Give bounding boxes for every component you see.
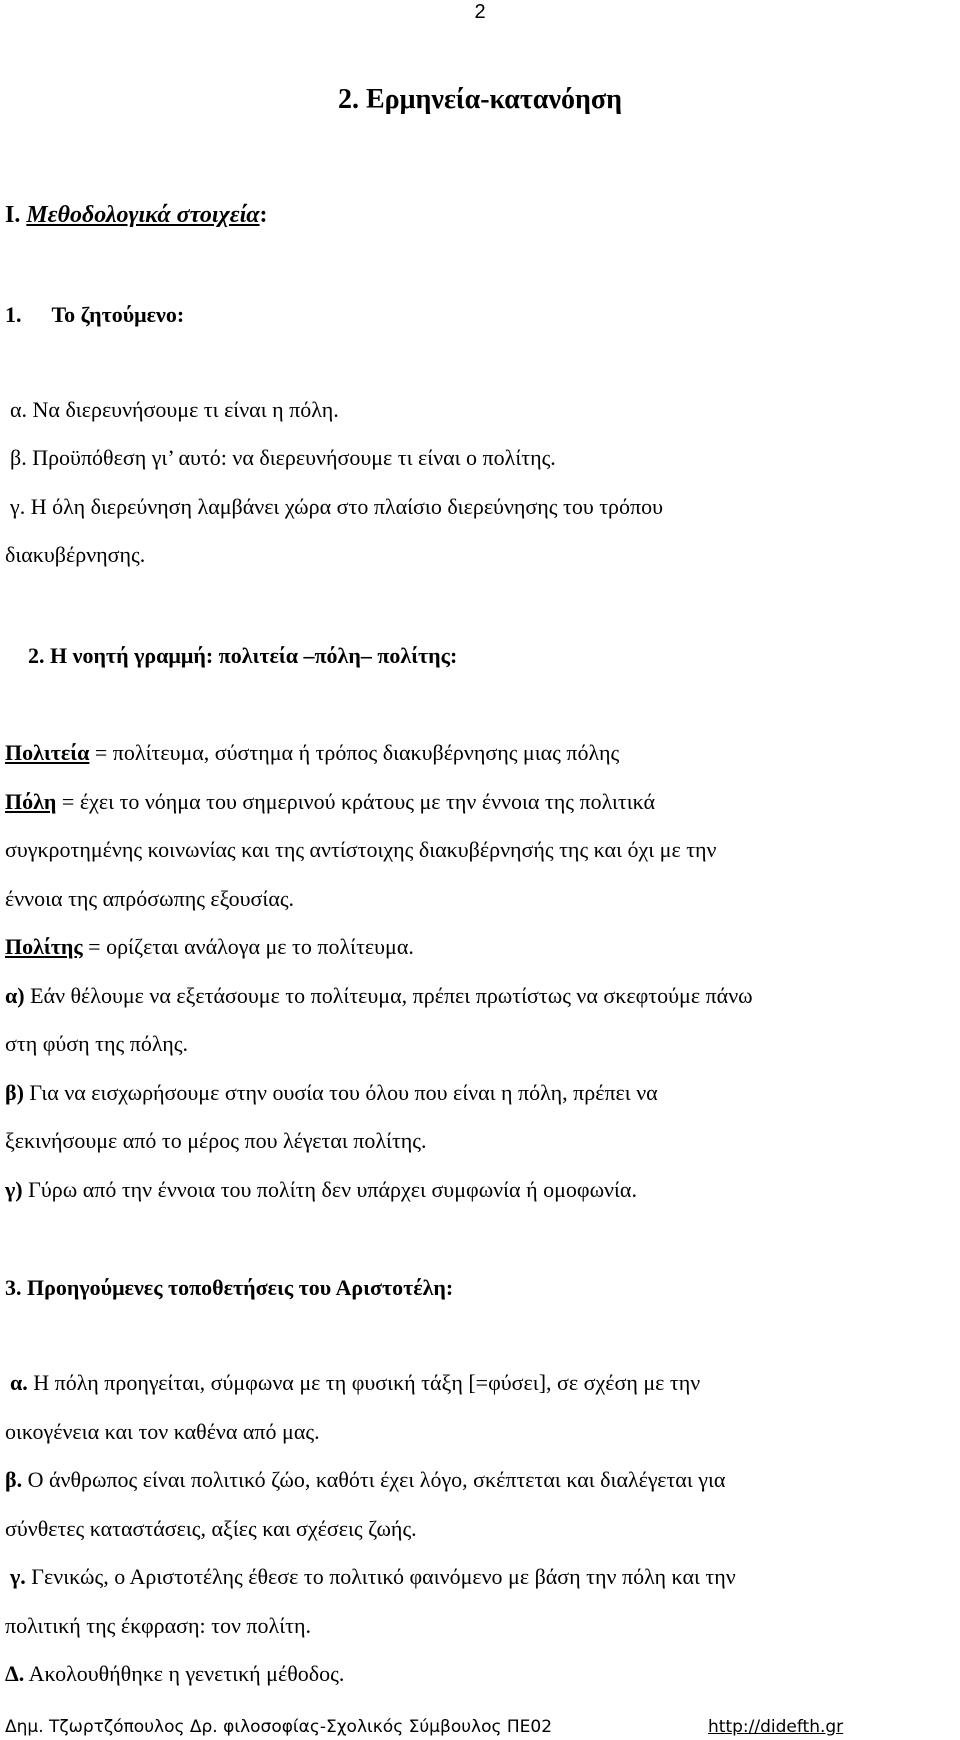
item1-line-c: γ. Η όλη διερεύνηση λαμβάνει χώρα στο πλαίσιο διερεύνησης του τρόπου: [10, 494, 664, 519]
item3-point-b-cont: σύνθετες καταστάσεις, αξίες και σχέσεις ζωής.: [5, 1516, 417, 1541]
item3-point-a-label: α.: [10, 1370, 28, 1395]
polites-term: Πολίτης: [5, 934, 83, 959]
politeia-definition: [5, 740, 619, 766]
politeia-term: Πολιτεία: [5, 740, 90, 765]
item3-point-c-text: Γενικώς, ο Αριστοτέλης έθεσε το πολιτικό φαινόμενο με βάση την πόλη και την: [25, 1564, 736, 1589]
item2-point-a: [5, 983, 753, 1009]
item2-point-c-text: Γύρω από την έννοια του πολίτη δεν υπάρχει συμφωνία ή ομοφωνία.: [22, 1177, 637, 1202]
poli-def: = έχει το νόημα του σημερινού κράτους με την έννοια της πολιτικά: [56, 789, 656, 814]
politeia-def: = πολίτευμα, σύστημα ή τρόπος διακυβέρνησης μιας πόλης: [89, 740, 620, 765]
item2-point-b-label: β): [5, 1080, 24, 1105]
polites-definition: [5, 934, 414, 960]
item3-point-a: [10, 1370, 700, 1396]
item1-line-b: β. Προϋπόθεση γι’ αυτό: να διερευνήσουμε τι είναι ο πολίτης.: [10, 445, 556, 470]
item3-point-d-label: Δ.: [5, 1661, 25, 1686]
page-title: 2. Ερμηνεία-κατανόηση: [338, 84, 622, 115]
polites-def: = ορίζεται ανάλογα με το πολίτευμα.: [82, 934, 414, 959]
item2-point-c-label: γ): [5, 1177, 23, 1202]
item3-point-b: [5, 1467, 725, 1493]
page-footer: [0, 1714, 960, 1740]
item3-point-a-text: Η πόλη προηγείται, σύμφωνα με τη φυσική τάξη [=φύσει], σε σχέση με την: [27, 1370, 701, 1395]
poli-definition: [5, 789, 655, 815]
footer-link[interactable]: http://didefth.gr: [708, 1717, 844, 1737]
item3-heading: 3. Προηγούμενες τοποθετήσεις του Αριστοτέλη:: [5, 1275, 454, 1300]
item3-point-d-text: Ακολουθήθηκε η γενετική μέθοδος.: [24, 1661, 345, 1686]
item1-line-a: α. Να διερευνήσουμε τι είναι η πόλη.: [10, 397, 339, 422]
item1-number: 1.: [5, 302, 22, 327]
item2-point-b-cont: ξεκινήσουμε από το μέρος που λέγεται πολίτης.: [5, 1128, 427, 1153]
item3-point-b-text: Ο άνθρωπος είναι πολιτικό ζώο, καθότι έχει λόγο, σκέπτεται και διαλέγεται για: [22, 1467, 726, 1492]
section-numeral: I.: [5, 202, 27, 228]
item3-point-b-label: β.: [5, 1467, 23, 1492]
section-heading: [5, 201, 268, 229]
item3-point-c-cont: πολιτική της έκφραση: τον πολίτη.: [5, 1613, 311, 1638]
item2-point-b-text: Για να εισχωρήσουμε στην ουσία του όλου που είναι η πόλη, πρέπει να: [23, 1080, 658, 1105]
item1-line-c-cont: διακυβέρνησης.: [5, 542, 146, 567]
item2-point-c: [5, 1177, 637, 1203]
footer-author: Δημ. Τζωρτζόπουλος Δρ. φιλοσοφίας-Σχολικός Σύμβουλος ΠΕ02: [5, 1717, 553, 1737]
section-colon: :: [259, 202, 268, 228]
item3-point-d: [5, 1661, 344, 1687]
poli-line-3: έννοια της απρόσωπης εξουσίας.: [5, 886, 295, 911]
item3-point-c-label: γ.: [10, 1564, 26, 1589]
item2-point-a-text: Εάν θέλουμε να εξετάσουμε το πολίτευμα, πρέπει πρωτίστως να σκεφτούμε πάνω: [24, 983, 753, 1008]
item2-point-b: [5, 1080, 658, 1106]
poli-line-2: συγκροτημένης κοινωνίας και της αντίστοιχης διακυβέρνησής της και όχι με την: [5, 837, 717, 862]
item3-point-a-cont: οικογένεια και τον καθένα από μας.: [5, 1419, 320, 1444]
poli-term: Πόλη: [5, 789, 57, 814]
item3-point-c: [10, 1564, 736, 1590]
section-title: Μεθοδολογικά στοιχεία: [26, 202, 260, 228]
item1-heading: [5, 302, 184, 328]
item2-heading: 2. Η νοητή γραμμή: πολιτεία –πόλη– πολίτης:: [28, 643, 458, 668]
item2-point-a-cont: στη φύση της πόλης.: [5, 1031, 189, 1056]
item1-heading-text: Το ζητούμενο:: [51, 302, 185, 327]
page-number: 2: [474, 1, 486, 23]
item2-point-a-label: α): [5, 983, 25, 1008]
